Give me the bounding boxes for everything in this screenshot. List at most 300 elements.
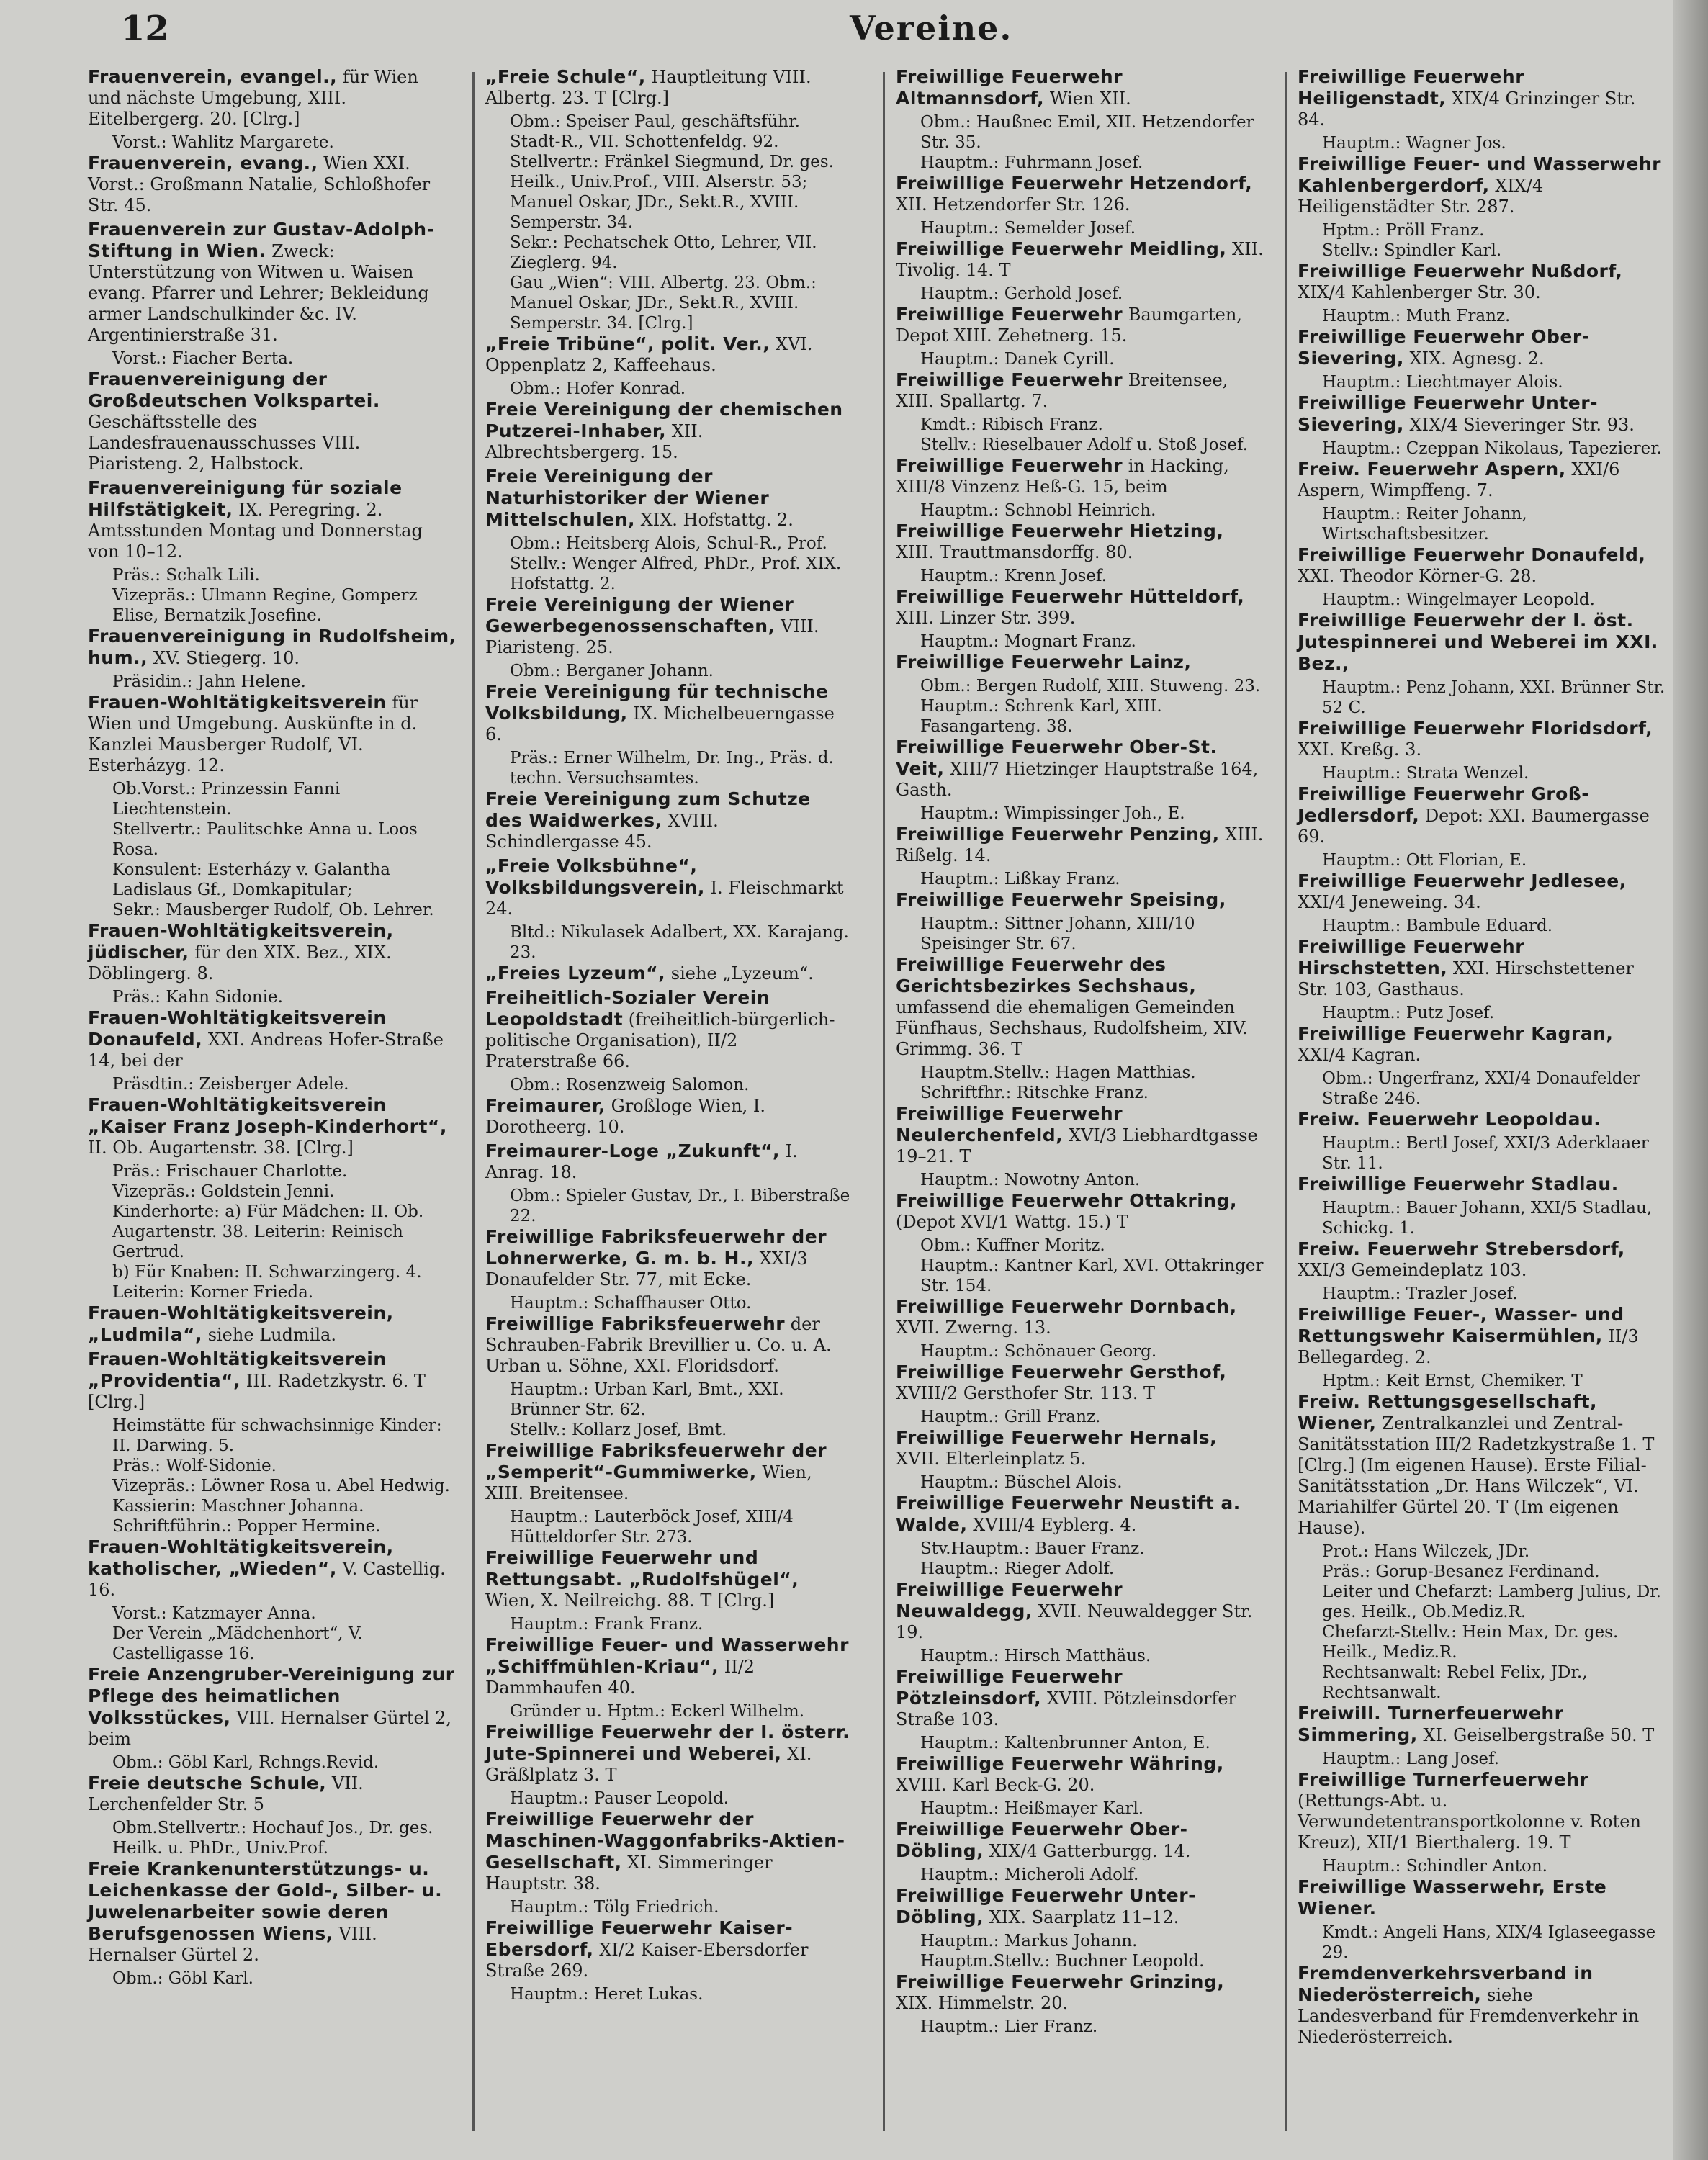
entry-officer-line: Präs.: Erner Wilhelm, Dr. Ing., Präs. d. techn. Versuchsamtes. bbox=[510, 749, 834, 788]
directory-entry bbox=[1298, 783, 1666, 847]
entry-name: Freie Vereinigung für technische Volksbildung, bbox=[485, 681, 829, 724]
entry-officer-line: Hauptm.: Nowotny Anton. bbox=[920, 1171, 1141, 1189]
directory-entry bbox=[485, 594, 854, 658]
entry-name: Freiwillige Feuerwehr Lainz, bbox=[896, 652, 1192, 672]
entry-details: siehe „Lyzeum“. bbox=[670, 963, 814, 984]
directory-entry bbox=[485, 1095, 854, 1138]
entry-name: Freiwillige Feuer- und Wasserwehr Kahlenbergerdorf, bbox=[1298, 153, 1661, 196]
entry-details: XVI/3 Liebhardtgasse 19–21. T bbox=[896, 1125, 1258, 1166]
entry-officer-line: Hauptm.: Schindler Anton. bbox=[1322, 1857, 1547, 1876]
entry-officer-line: Hauptm.: Penz Johann, XXI. Brünner Str. 52 C. bbox=[1322, 678, 1666, 717]
entry-officer-line: Obm.: Rosenzweig Salomon. bbox=[510, 1076, 750, 1094]
entry-details: XXI/4 Kagran. bbox=[1298, 1045, 1421, 1065]
entry-details: Großloge Wien, I. Dorotheerg. 10. bbox=[485, 1096, 766, 1137]
entry-officer-line: Hauptm.: Gerhold Josef. bbox=[920, 284, 1123, 303]
entry-details: Zentralkanzlei und Zentral-Sanitätsstation III/2 Radetzkystraße 1. T [Clrg.] (Im eigenen Hause). Erste Filial-Sanitätsstation „Dr. Hans Wilczek“, VI. Mariahilfer Gürtel 20. T (Im eigenen Hause). bbox=[1298, 1413, 1655, 1538]
entry-officer-line: Präsidin.: Jahn Helene. bbox=[112, 672, 306, 691]
directory-entry bbox=[485, 1140, 854, 1183]
entry-officer-line: Ob.Vorst.: Prinzessin Fanni Liechtenstein. bbox=[112, 780, 341, 819]
directory-entry bbox=[896, 889, 1264, 911]
entry-details: XXI/4 Jeneweing. 34. bbox=[1298, 892, 1481, 912]
directory-entry bbox=[1298, 718, 1666, 760]
entry-officer-line: Kmdt.: Angeli Hans, XIX/4 Iglaseegasse 29. bbox=[1322, 1923, 1656, 1962]
entry-officer-line: Chefarzt-Stellv.: Hein Max, Dr. ges. Heilk., Mediz.R. bbox=[1322, 1623, 1619, 1662]
entry-details: XVII. Neuwaldegger Str. 19. bbox=[896, 1601, 1253, 1642]
entry-details: XI. Geiselbergstraße 50. T bbox=[1423, 1725, 1655, 1745]
entry-name: Freiwillige Feuerwehr bbox=[896, 455, 1123, 476]
page-header bbox=[0, 0, 1708, 65]
entry-name: Freiwillige Feuerwehr des Gerichtsbezirkes Sechshaus, bbox=[896, 954, 1197, 996]
entry-name: Freiwillige Fabriksfeuerwehr der Lohnerwerke, G. m. b. H., bbox=[485, 1226, 827, 1269]
entry-details: XI/2 Kaiser-Ebersdorfer Straße 269. bbox=[485, 1940, 809, 1981]
entry-officer-line: Präs.: Frischauer Charlotte. bbox=[112, 1162, 348, 1181]
directory-entry bbox=[485, 681, 854, 745]
entry-name: Freiwillige Feuerwehr Währing, bbox=[896, 1753, 1224, 1774]
entry-officer-line: Hauptm.: Rieger Adolf. bbox=[920, 1560, 1115, 1578]
entry-officer-line: Hauptm.Stellv.: Hagen Matthias. bbox=[920, 1063, 1196, 1082]
column-1 bbox=[85, 66, 459, 2140]
directory-entry bbox=[1298, 1023, 1666, 1066]
directory-entry bbox=[896, 1103, 1264, 1167]
entry-details: XIX. Saarplatz 11–12. bbox=[989, 1907, 1179, 1927]
directory-entry bbox=[896, 1190, 1264, 1233]
entry-officer-line: Präs.: Kahn Sidonie. bbox=[112, 988, 283, 1007]
entry-officer-line: Obm.: Göbl Karl, Rchngs.Revid. bbox=[112, 1753, 379, 1772]
directory-entry bbox=[1298, 153, 1666, 217]
entry-details: VIII. Hernalser Gürtel 2, beim bbox=[88, 1708, 451, 1749]
directory-entry bbox=[88, 1302, 457, 1346]
entry-name: Freiwillige Feuerwehr Unter-Sievering, bbox=[1298, 392, 1598, 435]
directory-entry bbox=[896, 1296, 1264, 1338]
entry-name: Freiwillige Feuerwehr bbox=[896, 304, 1123, 325]
entry-name: Freiwillige Feuerwehr Kagran, bbox=[1298, 1023, 1614, 1044]
entry-name: Freiwillige Feuerwehr Neuwaldegg, bbox=[896, 1579, 1123, 1621]
entry-name: Freiwillige Fabriksfeuerwehr der „Semperit“-Gummiwerke, bbox=[485, 1440, 827, 1482]
directory-entry bbox=[896, 1362, 1264, 1404]
entry-name: Freiwillige Fabriksfeuerwehr bbox=[485, 1313, 786, 1334]
entry-details: V. Castellig. 16. bbox=[88, 1559, 446, 1600]
entry-details: XIX. Hofstattg. 2. bbox=[640, 510, 794, 530]
entry-name: „Freie Schule“, bbox=[485, 66, 646, 87]
entry-details: Wien XII. bbox=[1049, 89, 1131, 109]
entry-officer-line: Hauptm.: Semelder Josef. bbox=[920, 219, 1136, 238]
entry-name: Freiwillige Feuerwehr Dornbach, bbox=[896, 1296, 1237, 1317]
column-rule bbox=[1285, 72, 1287, 2131]
entry-name: Frauen-Wohltätigkeitsverein „Providentia“, bbox=[88, 1349, 387, 1391]
entry-name: Freiwillige Feuerwehr Hirschstetten, bbox=[1298, 936, 1525, 978]
entry-details: XVIII/4 Eyblerg. 4. bbox=[973, 1515, 1137, 1535]
entry-officer-line: Hauptm.: Lißkay Franz. bbox=[920, 870, 1120, 888]
directory-entry bbox=[896, 455, 1264, 498]
entry-name: Freiwillige Feuerwehr Hetzendorf, bbox=[896, 173, 1253, 194]
entry-officer-line: Hauptm.: Wagner Jos. bbox=[1322, 134, 1506, 153]
entry-officer-line: Hauptm.: Trazler Josef. bbox=[1322, 1284, 1518, 1303]
entry-name: Freiwillige Feuerwehr der I. österr. Jute-Spinnerei und Weberei, bbox=[485, 1722, 850, 1764]
entry-details: Depot: XXI. Baumergasse 69. bbox=[1298, 806, 1650, 847]
entry-details: XII. Tivolig. 14. T bbox=[896, 239, 1264, 280]
entry-officer-line: Hauptm.: Micheroli Adolf. bbox=[920, 1866, 1139, 1884]
entry-name: Freie deutsche Schule, bbox=[88, 1773, 327, 1794]
entry-name: Frauenvereinigung der Großdeutschen Volkspartei. bbox=[88, 369, 380, 411]
entry-name: Freiwillige Feuerwehr Penzing, bbox=[896, 824, 1220, 845]
directory-entry bbox=[896, 66, 1264, 109]
directory-entry bbox=[896, 737, 1264, 801]
entry-name: Freiwillige Wasserwehr, Erste Wiener. bbox=[1298, 1876, 1607, 1919]
directory-entry bbox=[485, 1313, 854, 1377]
directory-entry bbox=[88, 626, 457, 669]
entry-officer-line: Hauptm.: Lier Franz. bbox=[920, 2017, 1098, 2036]
directory-entry bbox=[485, 1547, 854, 1611]
entry-details: in Hacking, XIII/8 Vinzenz Heß-G. 15, beim bbox=[896, 456, 1229, 497]
entry-name: Freiwillige Feuerwehr der Maschinen-Waggonfabriks-Aktien-Gesellschaft, bbox=[485, 1809, 845, 1873]
entry-name: Freiwillige Feuerwehr und Rettungsabt. „Rudolfshügel“, bbox=[485, 1547, 799, 1590]
entry-details: II/3 Bellegardeg. 2. bbox=[1298, 1326, 1639, 1367]
entry-name: Freie Vereinigung der Wiener Gewerbegenossenschaften, bbox=[485, 594, 794, 636]
entry-name: Freiwillige Feuerwehr Pötzleinsdorf, bbox=[896, 1666, 1123, 1709]
entry-officer-line: Hauptm.: Büschel Alois. bbox=[920, 1473, 1123, 1492]
entry-officer-line: Hauptm.: Mognart Franz. bbox=[920, 632, 1136, 651]
entry-name: Freiwillige Feuerwehr der I. öst. Jutespinnerei und Weberei im XXI. Bez., bbox=[1298, 610, 1658, 674]
directory-entry bbox=[896, 238, 1264, 281]
directory-entry bbox=[485, 66, 854, 109]
entry-details: Zweck: Unterstützung von Witwen u. Waisen evang. Pfarrer und Lehrer; Bekleidung armer Landschulkinder &c. IV. Argentinierstraße 31. bbox=[88, 241, 429, 345]
entry-name: Freiwillige Feuerwehr Donaufeld, bbox=[1298, 544, 1646, 565]
directory-entry bbox=[1298, 1876, 1666, 1920]
page-number: 12 bbox=[121, 9, 169, 49]
directory-entry bbox=[88, 219, 457, 346]
entry-details: XIX/4 Heiligenstädter Str. 287. bbox=[1298, 176, 1544, 217]
directory-entry bbox=[896, 304, 1264, 346]
entry-name: Frauenvereinigung in Rudolfsheim, hum., bbox=[88, 626, 457, 668]
directory-entry bbox=[1298, 1391, 1666, 1539]
entry-officer-line: Hauptm.: Putz Josef. bbox=[1322, 1004, 1495, 1022]
entry-name: Freiwillige Feuerwehr Jedlesee, bbox=[1298, 870, 1627, 891]
entry-details: XI. Gräßlplatz 3. T bbox=[485, 1744, 812, 1785]
directory-entry bbox=[88, 1536, 457, 1601]
directory-entry bbox=[485, 399, 854, 463]
entry-officer-line: Hauptm.: Schönauer Georg. bbox=[920, 1342, 1157, 1361]
directory-entry bbox=[1298, 1304, 1666, 1368]
directory-entry bbox=[1298, 870, 1666, 913]
directory-entry bbox=[1298, 1769, 1666, 1853]
entry-details: Wien, XIII. Breitensee. bbox=[485, 1462, 812, 1503]
directory-entry bbox=[88, 1773, 457, 1815]
entry-officer-line: Stellv.: Rieselbauer Adolf u. Stoß Josef. bbox=[920, 436, 1248, 454]
entry-name: „Freie Volksbühne“, Volksbildungsverein, bbox=[485, 855, 705, 898]
entry-officer-line: Obm.: Heitsberg Alois, Schul-R., Prof. bbox=[510, 534, 827, 553]
entry-details: XII. Hetzendorfer Str. 126. bbox=[896, 194, 1131, 215]
entry-details: XIII. Linzer Str. 399. bbox=[896, 608, 1076, 628]
entry-officer-line: Präs.: Wolf-Sidonie. bbox=[112, 1457, 277, 1475]
directory-entry bbox=[896, 369, 1264, 412]
entry-name: Freiwillige Feuerwehr Hietzing, bbox=[896, 521, 1224, 541]
entry-officer-line: Hauptm.: Czeppan Nikolaus, Tapezierer. bbox=[1322, 439, 1662, 458]
directory-entry bbox=[485, 333, 854, 376]
entry-officer-line: Obm.Stellvertr.: Hochauf Jos., Dr. ges. Heilk. u. PhDr., Univ.Prof. bbox=[112, 1819, 433, 1858]
entry-officer-line: Prot.: Hans Wilczek, JDr. bbox=[1322, 1542, 1530, 1561]
directory-entry bbox=[1298, 1109, 1666, 1130]
entry-name: Freiwillige Feuerwehr Gersthof, bbox=[896, 1362, 1227, 1382]
directory-entry bbox=[1298, 1703, 1666, 1746]
entry-officer-line: Obm.: Göbl Karl. bbox=[112, 1969, 253, 1988]
entry-officer-line: Hauptm.: Muth Franz. bbox=[1322, 307, 1511, 325]
directory-entry bbox=[485, 1917, 854, 1981]
directory-entry bbox=[896, 521, 1264, 563]
entry-details: Baumgarten, Depot XIII. Zehetnerg. 15. bbox=[896, 305, 1242, 346]
entry-officer-line: Kinderhorte: a) Für Mädchen: II. Ob. Augartenstr. 38. Leiterin: Reinisch Gertrud. bbox=[112, 1202, 424, 1261]
entry-details: XVI. Oppenplatz 2, Kaffeehaus. bbox=[485, 334, 813, 375]
entry-officer-line: Hptm.: Keit Ernst, Chemiker. T bbox=[1322, 1372, 1583, 1390]
entry-details: XIII. Trauttmansdorffg. 80. bbox=[896, 542, 1133, 562]
directory-entry bbox=[1298, 1174, 1666, 1195]
entry-details: XV. Stiegerg. 10. bbox=[153, 648, 300, 668]
entry-details: Hauptleitung VIII. Albertg. 23. T [Clrg.] bbox=[485, 67, 812, 108]
entry-details: XXI/3 Gemeindeplatz 103. bbox=[1298, 1260, 1527, 1280]
entry-name: Freiwillige Feuerwehr Nußdorf, bbox=[1298, 261, 1623, 282]
entry-officer-line: Vorst.: Fiacher Berta. bbox=[112, 349, 294, 368]
entry-name: Freimaurer-Loge „Zukunft“, bbox=[485, 1140, 781, 1161]
directory-entry bbox=[1298, 261, 1666, 303]
directory-entry bbox=[896, 1427, 1264, 1470]
entry-details: I. Fleischmarkt 24. bbox=[485, 878, 844, 919]
entry-officer-line: Obm.: Speiser Paul, geschäftsführ. Stadt-R., VII. Schottenfeldg. 92. bbox=[510, 112, 800, 151]
entry-name: Freie Krankenunterstützungs- u. Leichenkasse der Gold-, Silber- u. Juwelenarbeiter sowie deren Berufsgenossen Wiens, bbox=[88, 1858, 443, 1944]
entry-officer-line: Gründer u. Hptm.: Eckerl Wilhelm. bbox=[510, 1702, 805, 1721]
entry-officer-line: Konsulent: Esterházy v. Galantha Ladislaus Gf., Domkapitular; bbox=[112, 860, 390, 899]
entry-officer-line: Vizepräs.: Löwner Rosa u. Abel Hedwig. bbox=[112, 1477, 450, 1495]
directory-entry bbox=[485, 963, 854, 984]
entry-name: Frauen-Wohltätigkeitsverein Donaufeld, bbox=[88, 1007, 387, 1050]
entry-details: IX. Peregring. 2. Amtsstunden Montag und Donnerstag von 10–12. bbox=[88, 500, 423, 562]
directory-entry bbox=[485, 788, 854, 852]
column-rule bbox=[472, 72, 475, 2131]
entry-name: Frauen-Wohltätigkeitsverein „Kaiser Franz Joseph-Kinderhort“, bbox=[88, 1094, 447, 1137]
column-2 bbox=[482, 66, 857, 2140]
directory-entry bbox=[896, 824, 1264, 866]
entry-name: Fremdenverkehrsverband in Niederösterreich, bbox=[1298, 1963, 1594, 2005]
entry-details: VII. Lerchenfelder Str. 5 bbox=[88, 1773, 364, 1814]
directory-entry bbox=[88, 920, 457, 984]
entry-details: (Depot XVI/1 Wattg. 15.) T bbox=[896, 1212, 1128, 1232]
entry-name: Freiwillige Turnerfeuerwehr bbox=[1298, 1769, 1589, 1790]
directory-entry bbox=[88, 1007, 457, 1071]
directory-entry bbox=[485, 855, 854, 919]
entry-name: Freiwillige Feuerwehr Neustift a. Walde, bbox=[896, 1493, 1241, 1535]
entry-officer-line: Hauptm.: Bambule Eduard. bbox=[1322, 917, 1553, 935]
entry-officer-line: Hauptm.: Urban Karl, Bmt., XXI. Brünner Str. 62. bbox=[510, 1380, 784, 1419]
entry-details: XIX. Himmelstr. 20. bbox=[896, 1993, 1069, 2013]
entry-officer-line: Hauptm.: Heißmayer Karl. bbox=[920, 1799, 1144, 1818]
entry-details: XIX/4 Gatterburgg. 14. bbox=[989, 1841, 1191, 1861]
directory-entry bbox=[896, 1885, 1264, 1928]
directory-entry bbox=[896, 652, 1264, 673]
entry-details: XXI/3 Donaufelder Str. 77, mit Ecke. bbox=[485, 1248, 808, 1290]
running-title: Vereine. bbox=[850, 9, 1013, 48]
entry-name: Frauen-Wohltätigkeitsverein, jüdischer, bbox=[88, 920, 394, 963]
entry-officer-line: Hauptm.: Lang Josef. bbox=[1322, 1750, 1500, 1768]
column-4 bbox=[1295, 66, 1669, 2140]
entry-name: Freiwill. Turnerfeuerwehr Simmering, bbox=[1298, 1703, 1564, 1745]
entry-details: XVIII. Karl Beck-G. 20. bbox=[896, 1775, 1095, 1795]
directory-entry bbox=[88, 1349, 457, 1413]
entry-officer-line: Hauptm.: Lauterböck Josef, XIII/4 Hütteldorfer Str. 273. bbox=[510, 1508, 794, 1547]
entry-name: Freiheitlich-Sozialer Verein Leopoldstadt bbox=[485, 987, 770, 1030]
directory-entry bbox=[896, 1819, 1264, 1862]
entry-officer-line: b) Für Knaben: II. Schwarzingerg. 4. Leiterin: Korner Frieda. bbox=[112, 1263, 422, 1302]
entry-officer-line: Vizepräs.: Ulmann Regine, Gomperz Elise, Bernatzik Josefine. bbox=[112, 586, 418, 625]
entry-details: IX. Michelbeuerngasse 6. bbox=[485, 703, 835, 744]
entry-name: Freiwillige Feuerwehr Ober-Döbling, bbox=[896, 1819, 1188, 1861]
entry-name: Freiw. Feuerwehr Aspern, bbox=[1298, 459, 1566, 480]
entry-officer-line: Hauptm.: Heret Lukas. bbox=[510, 1985, 704, 2004]
entry-details: der Schrauben-Fabrik Brevillier u. Co. u. A. Urban u. Söhne, XXI. Floridsdorf. bbox=[485, 1314, 832, 1376]
directory-entry bbox=[88, 369, 457, 474]
directory-entry bbox=[1298, 610, 1666, 675]
entry-details: XIX/4 Grinzinger Str. 84. bbox=[1298, 89, 1636, 130]
entry-details: siehe Ludmila. bbox=[207, 1325, 336, 1345]
text-columns bbox=[85, 66, 1669, 2140]
directory-entry bbox=[896, 586, 1264, 629]
entry-name: Freiwillige Feuerwehr Floridsdorf, bbox=[1298, 718, 1653, 739]
entry-details: für den XIX. Bez., XIX. Döblingerg. 8. bbox=[88, 942, 392, 984]
directory-entry bbox=[88, 153, 457, 216]
directory-entry bbox=[896, 1493, 1264, 1536]
directory-entry bbox=[896, 1753, 1264, 1796]
column-rule bbox=[883, 72, 885, 2131]
entry-officer-line: Hauptm.: Schrenk Karl, XIII. Fasangarteng. 38. bbox=[920, 697, 1162, 736]
entry-details: III. Radetzkystr. 6. T [Clrg.] bbox=[88, 1371, 426, 1412]
entry-name: Freiwillige Feuerwehr Ober-Sievering, bbox=[1298, 326, 1590, 369]
entry-name: Freiwillige Feuer-, Wasser- und Rettungswehr Kaisermühlen, bbox=[1298, 1304, 1624, 1346]
entry-officer-line: Hauptm.: Frank Franz. bbox=[510, 1615, 704, 1634]
column-3 bbox=[893, 66, 1267, 2140]
entry-name: Frauenvereinigung für soziale Hilfstätigkeit, bbox=[88, 477, 403, 520]
entry-officer-line: Hauptm.: Bauer Johann, XXI/5 Stadlau, Schickg. 1. bbox=[1322, 1199, 1653, 1238]
entry-officer-line: Hauptm.: Kantner Karl, XVI. Ottakringer Str. 154. bbox=[920, 1256, 1264, 1295]
entry-officer-line: Obm.: Hofer Konrad. bbox=[510, 379, 686, 398]
entry-name: Freiwillige Feuerwehr Heiligenstadt, bbox=[1298, 66, 1525, 109]
directory-entry bbox=[896, 1971, 1264, 2014]
entry-details: VIII. Hernalser Gürtel 2. bbox=[88, 1924, 377, 1965]
entry-officer-line: Stellv.: Kollarz Josef, Bmt. bbox=[510, 1421, 727, 1439]
entry-officer-line: Hptm.: Pröll Franz. bbox=[1322, 221, 1485, 240]
directory-entry bbox=[88, 477, 457, 562]
entry-officer-line: Stellv.: Spindler Karl. bbox=[1322, 241, 1502, 260]
entry-details: Geschäftsstelle des Landesfrauenausschusses VIII. Piaristeng. 2, Halbstock. bbox=[88, 412, 361, 474]
entry-details: XIX. Agnesg. 2. bbox=[1409, 348, 1545, 369]
entry-officer-line: Obm.: Berganer Johann. bbox=[510, 662, 714, 680]
entry-officer-line: Leiter und Chefarzt: Lamberg Julius, Dr. ges. Heilk., Ob.Mediz.R. bbox=[1322, 1583, 1662, 1621]
entry-officer-line: Obm.: Bergen Rudolf, XIII. Stuweng. 23. bbox=[920, 677, 1261, 696]
entry-name: Freiwillige Feuerwehr Meidling, bbox=[896, 238, 1227, 259]
entry-officer-line: Hauptm.: Liechtmayer Alois. bbox=[1322, 373, 1563, 392]
entry-officer-line: Vorst.: Katzmayer Anna. bbox=[112, 1604, 316, 1623]
entry-name: Freie Vereinigung der Naturhistoriker der Wiener Mittelschulen, bbox=[485, 466, 770, 530]
entry-details: (Rettungs-Abt. u. Verwundetentransportkolonne v. Roten Kreuz), XII/1 Bierthalerg. 19. T bbox=[1298, 1791, 1641, 1853]
entry-officer-line: Hauptm.: Bertl Josef, XXI/3 Aderklaaer Str. 11. bbox=[1322, 1134, 1649, 1173]
directory-entry bbox=[88, 692, 457, 776]
directory-entry bbox=[88, 1858, 457, 1966]
entry-officer-line: Stellv.: Wenger Alfred, PhDr., Prof. XIX. Hofstattg. 2. bbox=[510, 554, 842, 593]
entry-officer-line: Hauptm.: Markus Johann. bbox=[920, 1932, 1138, 1950]
entry-details: XIII/7 Hietzinger Hauptstraße 164, Gasth. bbox=[896, 759, 1259, 800]
entry-name: Freiwillige Feuerwehr Hütteldorf, bbox=[896, 586, 1245, 607]
directory-entry bbox=[485, 987, 854, 1072]
entry-details: Wien, X. Neilreichg. 88. T [Clrg.] bbox=[485, 1590, 775, 1611]
entry-officer-line: Obm.: Spieler Gustav, Dr., I. Biberstraße 22. bbox=[510, 1187, 850, 1225]
entry-name: Freiwillige Feuerwehr Unter-Döbling, bbox=[896, 1885, 1196, 1927]
entry-officer-line: Hauptm.: Wimpissinger Joh., E. bbox=[920, 804, 1185, 823]
entry-officer-line: Hauptm.: Strata Wenzel. bbox=[1322, 764, 1529, 783]
directory-entry bbox=[1298, 459, 1666, 501]
entry-name: Freiwillige Feuerwehr Hernals, bbox=[896, 1427, 1218, 1448]
directory-entry bbox=[896, 1666, 1264, 1730]
entry-officer-line: Präs.: Gorup-Besanez Ferdinand. bbox=[1322, 1562, 1600, 1581]
entry-name: „Freies Lyzeum“, bbox=[485, 963, 666, 984]
entry-officer-line: Hauptm.: Grill Franz. bbox=[920, 1408, 1101, 1426]
entry-details: II/2 Dammhaufen 40. bbox=[485, 1657, 755, 1698]
entry-details: XII. Albrechtsbergerg. 15. bbox=[485, 421, 704, 462]
entry-officer-line: Hauptm.: Fuhrmann Josef. bbox=[920, 153, 1143, 172]
entry-officer-line: Hauptm.: Krenn Josef. bbox=[920, 567, 1107, 585]
entry-officer-line: Hauptm.: Kaltenbrunner Anton, E. bbox=[920, 1734, 1210, 1752]
entry-name: Freiwillige Feuerwehr Groß-Jedlersdorf, bbox=[1298, 783, 1590, 826]
entry-officer-line: Vizepräs.: Goldstein Jenni. bbox=[112, 1182, 335, 1201]
directory-entry bbox=[485, 1226, 854, 1290]
entry-name: „Freie Tribüne“, polit. Ver., bbox=[485, 333, 770, 354]
entry-officer-line: Stellvertr.: Paulitschke Anna u. Loos Rosa. bbox=[112, 820, 418, 859]
entry-name: Frauenverein zur Gustav-Adolph-Stiftung in Wien. bbox=[88, 219, 435, 261]
entry-name: Freiwillige Feuerwehr Ottakring, bbox=[896, 1190, 1237, 1211]
entry-details: XVIII/2 Gersthofer Str. 113. T bbox=[896, 1383, 1155, 1403]
entry-details: (freiheitlich-bürgerlich-politische Organisation), II/2 Praterstraße 66. bbox=[485, 1009, 835, 1071]
entry-officer-line: Vorst.: Wahlitz Margarete. bbox=[112, 133, 334, 152]
entry-officer-line: Kassierin: Maschner Johanna. bbox=[112, 1497, 364, 1516]
entry-name: Frauenverein, evangel., bbox=[88, 66, 338, 87]
entry-officer-line: Hauptm.: Schnobl Heinrich. bbox=[920, 501, 1156, 520]
entry-name: Freiwillige Feuerwehr Neulerchenfeld, bbox=[896, 1103, 1123, 1146]
entry-details: XXI. Kreßg. 3. bbox=[1298, 739, 1422, 760]
entry-details: VIII. Piaristeng. 25. bbox=[485, 616, 819, 657]
entry-details: XIX/4 Kahlenberger Str. 30. bbox=[1298, 282, 1541, 302]
directory-entry bbox=[1298, 544, 1666, 587]
directory-entry bbox=[1298, 936, 1666, 1000]
entry-name: Frauenverein, evang., bbox=[88, 153, 318, 174]
directory-entry bbox=[88, 1094, 457, 1158]
entry-name: Freiwillige Feuerwehr Ober-St. Veit, bbox=[896, 737, 1218, 779]
entry-name: Freiwillige Feuer- und Wasserwehr „Schiffmühlen-Kriau“, bbox=[485, 1634, 849, 1677]
entry-details: I. Anrag. 18. bbox=[485, 1141, 798, 1182]
entry-name: Frauen-Wohltätigkeitsverein, „Ludmila“, bbox=[88, 1302, 394, 1345]
entry-officer-line: Sekr.: Pechatschek Otto, Lehrer, VII. Zieglerg. 94. bbox=[510, 233, 817, 272]
entry-officer-line: Obm.: Ungerfranz, XXI/4 Donaufelder Straße 246. bbox=[1322, 1069, 1641, 1108]
entry-officer-line: Stv.Hauptm.: Bauer Franz. bbox=[920, 1539, 1145, 1558]
entry-details: II. Ob. Augartenstr. 38. [Clrg.] bbox=[88, 1138, 354, 1158]
entry-details: XXI/6 Aspern, Wimpffeng. 7. bbox=[1298, 459, 1620, 500]
entry-details: XVII. Zwerng. 13. bbox=[896, 1318, 1051, 1338]
entry-officer-line: Präs.: Schalk Lili. bbox=[112, 566, 260, 585]
entry-details: XVIII. Pötzleinsdorfer Straße 103. bbox=[896, 1688, 1237, 1729]
entry-name: Freiwillige Feuerwehr Kaiser-Ebersdorf, bbox=[485, 1917, 794, 1960]
directory-entry bbox=[1298, 326, 1666, 369]
directory-entry bbox=[1298, 1238, 1666, 1281]
entry-details: XXI. Hirschstettener Str. 103, Gasthaus. bbox=[1298, 958, 1634, 999]
directory-entry bbox=[896, 954, 1264, 1060]
entry-officer-line: Hauptm.: Ott Florian, E. bbox=[1322, 851, 1527, 870]
entry-name: Freiwillige Feuerwehr Grinzing, bbox=[896, 1971, 1225, 1992]
entry-name: Frauen-Wohltätigkeitsverein, katholischer, „Wieden“, bbox=[88, 1536, 394, 1579]
entry-name: Freie Vereinigung zum Schutze des Waidwerkes, bbox=[485, 788, 811, 831]
